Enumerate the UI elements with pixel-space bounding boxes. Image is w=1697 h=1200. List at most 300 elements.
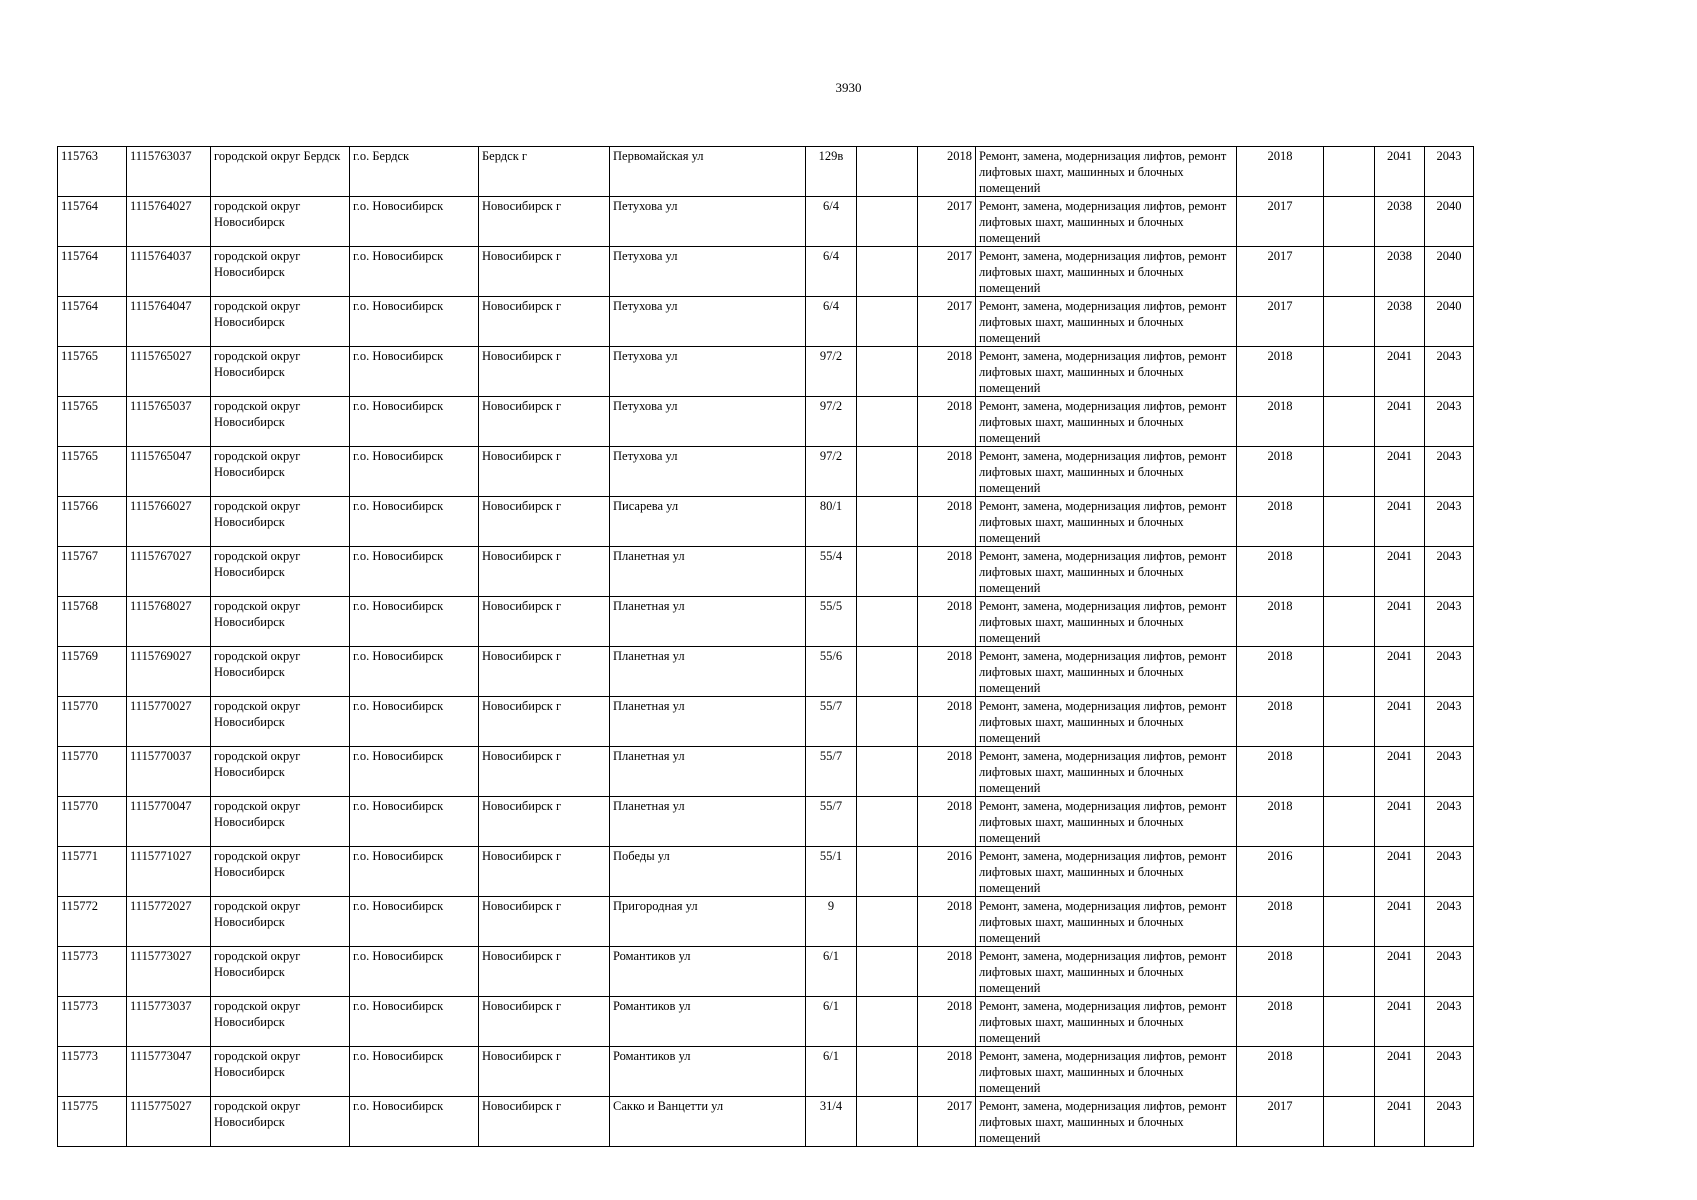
cell-year-to: 2043 [1425, 347, 1474, 397]
cell-locality: Новосибирск г [479, 347, 610, 397]
cell-year-built: 2018 [918, 497, 976, 547]
cell-work-type: Ремонт, замена, модернизация лифтов, ремонт лифтовых шахт, машинных и блочных помещений [976, 297, 1237, 347]
cell-municipality: г.о. Новосибирск [350, 797, 479, 847]
cell-year-built: 2018 [918, 747, 976, 797]
cell-year-work: 2017 [1237, 247, 1324, 297]
cell-street: Планетная ул [610, 647, 806, 697]
table-row [58, 897, 1474, 947]
cell-year-built: 2016 [918, 847, 976, 897]
cell-year-from: 2041 [1375, 697, 1425, 747]
cell-extra [857, 847, 918, 897]
cell-empty [1324, 997, 1375, 1047]
cell-year-from: 2041 [1375, 997, 1425, 1047]
cell-year-to: 2043 [1425, 1097, 1474, 1147]
cell-house: 9 [806, 897, 857, 947]
cell-house: 97/2 [806, 447, 857, 497]
cell-code: 1115769027 [127, 647, 211, 697]
cell-extra [857, 647, 918, 697]
cell-year-to: 2043 [1425, 497, 1474, 547]
cell-municipality: г.о. Новосибирск [350, 1047, 479, 1097]
cell-year-to: 2043 [1425, 947, 1474, 997]
cell-id: 115773 [58, 1047, 127, 1097]
cell-extra [857, 397, 918, 447]
cell-work-type: Ремонт, замена, модернизация лифтов, ремонт лифтовых шахт, машинных и блочных помещений [976, 547, 1237, 597]
cell-district: городской округ Новосибирск [211, 197, 350, 247]
cell-year-work: 2018 [1237, 947, 1324, 997]
cell-year-to: 2043 [1425, 447, 1474, 497]
cell-year-built: 2018 [918, 697, 976, 747]
cell-year-from: 2041 [1375, 647, 1425, 697]
cell-empty [1324, 897, 1375, 947]
cell-id: 115765 [58, 397, 127, 447]
cell-extra [857, 547, 918, 597]
cell-locality: Новосибирск г [479, 747, 610, 797]
cell-extra [857, 597, 918, 647]
cell-municipality: г.о. Новосибирск [350, 997, 479, 1047]
cell-street: Планетная ул [610, 597, 806, 647]
cell-locality: Новосибирск г [479, 597, 610, 647]
cell-empty [1324, 197, 1375, 247]
cell-year-work: 2018 [1237, 1047, 1324, 1097]
cell-year-from: 2041 [1375, 547, 1425, 597]
cell-house: 6/4 [806, 247, 857, 297]
cell-code: 1115775027 [127, 1097, 211, 1147]
cell-house: 55/7 [806, 697, 857, 747]
cell-municipality: г.о. Новосибирск [350, 847, 479, 897]
cell-empty [1324, 247, 1375, 297]
cell-year-work: 2018 [1237, 597, 1324, 647]
cell-id: 115770 [58, 697, 127, 747]
cell-work-type: Ремонт, замена, модернизация лифтов, ремонт лифтовых шахт, машинных и блочных помещений [976, 747, 1237, 797]
cell-year-from: 2038 [1375, 197, 1425, 247]
cell-street: Победы ул [610, 847, 806, 897]
cell-locality: Новосибирск г [479, 547, 610, 597]
cell-locality: Новосибирск г [479, 497, 610, 547]
cell-district: городской округ Новосибирск [211, 697, 350, 747]
cell-work-type: Ремонт, замена, модернизация лифтов, ремонт лифтовых шахт, машинных и блочных помещений [976, 797, 1237, 847]
cell-locality: Новосибирск г [479, 697, 610, 747]
cell-year-to: 2043 [1425, 397, 1474, 447]
cell-code: 1115770047 [127, 797, 211, 847]
cell-year-built: 2018 [918, 397, 976, 447]
cell-street: Петухова ул [610, 397, 806, 447]
cell-street: Петухова ул [610, 447, 806, 497]
cell-year-built: 2018 [918, 1047, 976, 1097]
cell-code: 1115764027 [127, 197, 211, 247]
cell-year-from: 2041 [1375, 397, 1425, 447]
cell-empty [1324, 347, 1375, 397]
cell-street: Планетная ул [610, 547, 806, 597]
cell-locality: Новосибирск г [479, 647, 610, 697]
cell-municipality: г.о. Новосибирск [350, 597, 479, 647]
cell-municipality: г.о. Новосибирск [350, 697, 479, 747]
cell-year-built: 2018 [918, 347, 976, 397]
cell-year-from: 2041 [1375, 897, 1425, 947]
cell-district: городской округ Новосибирск [211, 447, 350, 497]
cell-year-from: 2041 [1375, 497, 1425, 547]
cell-extra [857, 297, 918, 347]
cell-locality: Новосибирск г [479, 1097, 610, 1147]
cell-house: 31/4 [806, 1097, 857, 1147]
cell-empty [1324, 647, 1375, 697]
cell-street: Романтиков ул [610, 947, 806, 997]
cell-year-work: 2018 [1237, 797, 1324, 847]
cell-locality: Новосибирск г [479, 897, 610, 947]
cell-municipality: г.о. Новосибирск [350, 297, 479, 347]
cell-year-built: 2018 [918, 647, 976, 697]
cell-empty [1324, 847, 1375, 897]
table-row [58, 697, 1474, 747]
cell-id: 115765 [58, 347, 127, 397]
cell-year-work: 2017 [1237, 1097, 1324, 1147]
cell-street: Первомайская ул [610, 147, 806, 197]
cell-id: 115764 [58, 197, 127, 247]
cell-municipality: г.о. Новосибирск [350, 747, 479, 797]
cell-work-type: Ремонт, замена, модернизация лифтов, ремонт лифтовых шахт, машинных и блочных помещений [976, 847, 1237, 897]
cell-year-built: 2017 [918, 1097, 976, 1147]
cell-year-work: 2018 [1237, 897, 1324, 947]
cell-year-to: 2043 [1425, 697, 1474, 747]
cell-work-type: Ремонт, замена, модернизация лифтов, ремонт лифтовых шахт, машинных и блочных помещений [976, 197, 1237, 247]
cell-empty [1324, 497, 1375, 547]
cell-street: Планетная ул [610, 697, 806, 747]
cell-municipality: г.о. Новосибирск [350, 197, 479, 247]
cell-work-type: Ремонт, замена, модернизация лифтов, ремонт лифтовых шахт, машинных и блочных помещений [976, 947, 1237, 997]
table-row [58, 547, 1474, 597]
cell-district: городской округ Новосибирск [211, 997, 350, 1047]
cell-house: 97/2 [806, 397, 857, 447]
cell-extra [857, 247, 918, 297]
cell-year-work: 2017 [1237, 197, 1324, 247]
cell-year-from: 2038 [1375, 247, 1425, 297]
cell-extra [857, 797, 918, 847]
table-row [58, 347, 1474, 397]
cell-street: Романтиков ул [610, 997, 806, 1047]
cell-extra [857, 147, 918, 197]
cell-district: городской округ Новосибирск [211, 347, 350, 397]
cell-id: 115771 [58, 847, 127, 897]
cell-year-to: 2043 [1425, 747, 1474, 797]
cell-year-work: 2018 [1237, 347, 1324, 397]
cell-code: 1115773047 [127, 1047, 211, 1097]
table-row [58, 947, 1474, 997]
cell-street: Планетная ул [610, 747, 806, 797]
cell-municipality: г.о. Новосибирск [350, 347, 479, 397]
cell-locality: Новосибирск г [479, 397, 610, 447]
cell-municipality: г.о. Бердск [350, 147, 479, 197]
cell-year-from: 2041 [1375, 1047, 1425, 1097]
cell-year-built: 2018 [918, 897, 976, 947]
cell-id: 115767 [58, 547, 127, 597]
cell-year-from: 2041 [1375, 847, 1425, 897]
cell-work-type: Ремонт, замена, модернизация лифтов, ремонт лифтовых шахт, машинных и блочных помещений [976, 447, 1237, 497]
cell-empty [1324, 547, 1375, 597]
cell-empty [1324, 947, 1375, 997]
cell-street: Петухова ул [610, 197, 806, 247]
cell-year-from: 2041 [1375, 447, 1425, 497]
cell-year-to: 2043 [1425, 597, 1474, 647]
cell-locality: Новосибирск г [479, 797, 610, 847]
cell-year-built: 2018 [918, 447, 976, 497]
cell-municipality: г.о. Новосибирск [350, 897, 479, 947]
cell-year-to: 2043 [1425, 847, 1474, 897]
cell-extra [857, 947, 918, 997]
cell-year-from: 2041 [1375, 1097, 1425, 1147]
cell-district: городской округ Новосибирск [211, 797, 350, 847]
cell-work-type: Ремонт, замена, модернизация лифтов, ремонт лифтовых шахт, машинных и блочных помещений [976, 347, 1237, 397]
cell-year-built: 2018 [918, 547, 976, 597]
cell-year-work: 2018 [1237, 747, 1324, 797]
cell-year-built: 2018 [918, 997, 976, 1047]
table-row [58, 797, 1474, 847]
cell-year-work: 2018 [1237, 647, 1324, 697]
cell-year-to: 2040 [1425, 197, 1474, 247]
cell-year-work: 2018 [1237, 697, 1324, 747]
cell-id: 115764 [58, 247, 127, 297]
cell-id: 115769 [58, 647, 127, 697]
table-row [58, 747, 1474, 797]
cell-extra [857, 897, 918, 947]
cell-extra [857, 997, 918, 1047]
cell-year-built: 2017 [918, 247, 976, 297]
cell-extra [857, 697, 918, 747]
cell-work-type: Ремонт, замена, модернизация лифтов, ремонт лифтовых шахт, машинных и блочных помещений [976, 997, 1237, 1047]
cell-empty [1324, 597, 1375, 647]
cell-house: 55/1 [806, 847, 857, 897]
cell-work-type: Ремонт, замена, модернизация лифтов, ремонт лифтовых шахт, машинных и блочных помещений [976, 897, 1237, 947]
cell-house: 55/4 [806, 547, 857, 597]
table-row [58, 147, 1474, 197]
cell-empty [1324, 1047, 1375, 1097]
cell-locality: Бердск г [479, 147, 610, 197]
cell-district: городской округ Новосибирск [211, 947, 350, 997]
cell-year-to: 2043 [1425, 547, 1474, 597]
cell-empty [1324, 697, 1375, 747]
cell-code: 1115770027 [127, 697, 211, 747]
table-row [58, 597, 1474, 647]
cell-year-to: 2043 [1425, 147, 1474, 197]
table-row [58, 1097, 1474, 1147]
cell-year-to: 2040 [1425, 247, 1474, 297]
cell-district: городской округ Новосибирск [211, 647, 350, 697]
cell-work-type: Ремонт, замена, модернизация лифтов, ремонт лифтовых шахт, машинных и блочных помещений [976, 247, 1237, 297]
cell-municipality: г.о. Новосибирск [350, 447, 479, 497]
cell-code: 1115763037 [127, 147, 211, 197]
cell-house: 97/2 [806, 347, 857, 397]
cell-year-work: 2017 [1237, 297, 1324, 347]
cell-code: 1115765027 [127, 347, 211, 397]
page-number: 3930 [835, 80, 862, 95]
cell-work-type: Ремонт, замена, модернизация лифтов, ремонт лифтовых шахт, машинных и блочных помещений [976, 647, 1237, 697]
cell-locality: Новосибирск г [479, 447, 610, 497]
cell-street: Пригородная ул [610, 897, 806, 947]
cell-year-built: 2018 [918, 797, 976, 847]
cell-house: 55/6 [806, 647, 857, 697]
cell-house: 6/1 [806, 997, 857, 1047]
cell-municipality: г.о. Новосибирск [350, 647, 479, 697]
table-row [58, 247, 1474, 297]
cell-extra [857, 447, 918, 497]
cell-municipality: г.о. Новосибирск [350, 497, 479, 547]
cell-year-work: 2016 [1237, 847, 1324, 897]
cell-work-type: Ремонт, замена, модернизация лифтов, ремонт лифтовых шахт, машинных и блочных помещений [976, 147, 1237, 197]
cell-district: городской округ Новосибирск [211, 247, 350, 297]
cell-id: 115765 [58, 447, 127, 497]
cell-locality: Новосибирск г [479, 847, 610, 897]
cell-year-built: 2018 [918, 947, 976, 997]
cell-work-type: Ремонт, замена, модернизация лифтов, ремонт лифтовых шахт, машинных и блочных помещений [976, 397, 1237, 447]
cell-work-type: Ремонт, замена, модернизация лифтов, ремонт лифтовых шахт, машинных и блочных помещений [976, 497, 1237, 547]
cell-code: 1115772027 [127, 897, 211, 947]
table-row [58, 647, 1474, 697]
cell-year-from: 2041 [1375, 347, 1425, 397]
cell-locality: Новосибирск г [479, 197, 610, 247]
cell-code: 1115770037 [127, 747, 211, 797]
table-row [58, 297, 1474, 347]
cell-year-from: 2041 [1375, 147, 1425, 197]
cell-municipality: г.о. Новосибирск [350, 1097, 479, 1147]
cell-work-type: Ремонт, замена, модернизация лифтов, ремонт лифтовых шахт, машинных и блочных помещений [976, 697, 1237, 747]
cell-year-built: 2018 [918, 147, 976, 197]
cell-district: городской округ Новосибирск [211, 597, 350, 647]
cell-id: 115763 [58, 147, 127, 197]
cell-code: 1115764037 [127, 247, 211, 297]
cell-id: 115770 [58, 797, 127, 847]
cell-empty [1324, 797, 1375, 847]
cell-district: городской округ Новосибирск [211, 1097, 350, 1147]
cell-id: 115772 [58, 897, 127, 947]
cell-empty [1324, 447, 1375, 497]
cell-year-from: 2041 [1375, 747, 1425, 797]
cell-locality: Новосибирск г [479, 947, 610, 997]
cell-code: 1115764047 [127, 297, 211, 347]
cell-code: 1115766027 [127, 497, 211, 547]
cell-house: 129в [806, 147, 857, 197]
cell-locality: Новосибирск г [479, 297, 610, 347]
cell-district: городской округ Новосибирск [211, 897, 350, 947]
cell-district: городской округ Новосибирск [211, 847, 350, 897]
cell-id: 115768 [58, 597, 127, 647]
cell-year-built: 2018 [918, 597, 976, 647]
cell-year-to: 2043 [1425, 797, 1474, 847]
cell-code: 1115768027 [127, 597, 211, 647]
cell-work-type: Ремонт, замена, модернизация лифтов, ремонт лифтовых шахт, машинных и блочных помещений [976, 1047, 1237, 1097]
cell-code: 1115765047 [127, 447, 211, 497]
cell-street: Планетная ул [610, 797, 806, 847]
cell-empty [1324, 1097, 1375, 1147]
cell-locality: Новосибирск г [479, 1047, 610, 1097]
cell-code: 1115773027 [127, 947, 211, 997]
cell-street: Петухова ул [610, 297, 806, 347]
cell-id: 115766 [58, 497, 127, 547]
table-row [58, 197, 1474, 247]
cell-year-work: 2018 [1237, 397, 1324, 447]
cell-extra [857, 1097, 918, 1147]
cell-year-built: 2017 [918, 197, 976, 247]
cell-year-built: 2017 [918, 297, 976, 347]
cell-extra [857, 747, 918, 797]
cell-year-from: 2038 [1375, 297, 1425, 347]
cell-year-work: 2018 [1237, 147, 1324, 197]
registry-table [57, 146, 1474, 1147]
cell-year-work: 2018 [1237, 547, 1324, 597]
cell-year-to: 2043 [1425, 647, 1474, 697]
cell-id: 115773 [58, 947, 127, 997]
cell-extra [857, 347, 918, 397]
cell-house: 55/5 [806, 597, 857, 647]
cell-municipality: г.о. Новосибирск [350, 547, 479, 597]
cell-municipality: г.о. Новосибирск [350, 947, 479, 997]
table-row [58, 447, 1474, 497]
cell-id: 115773 [58, 997, 127, 1047]
cell-id: 115770 [58, 747, 127, 797]
cell-empty [1324, 747, 1375, 797]
cell-year-to: 2043 [1425, 897, 1474, 947]
cell-year-work: 2018 [1237, 447, 1324, 497]
cell-house: 80/1 [806, 497, 857, 547]
cell-id: 115775 [58, 1097, 127, 1147]
cell-house: 55/7 [806, 747, 857, 797]
cell-street: Петухова ул [610, 247, 806, 297]
cell-municipality: г.о. Новосибирск [350, 397, 479, 447]
cell-house: 55/7 [806, 797, 857, 847]
cell-empty [1324, 397, 1375, 447]
cell-year-work: 2018 [1237, 497, 1324, 547]
cell-id: 115764 [58, 297, 127, 347]
cell-code: 1115765037 [127, 397, 211, 447]
cell-year-to: 2043 [1425, 1047, 1474, 1097]
cell-municipality: г.о. Новосибирск [350, 247, 479, 297]
cell-locality: Новосибирск г [479, 247, 610, 297]
cell-district: городской округ Новосибирск [211, 747, 350, 797]
cell-empty [1324, 147, 1375, 197]
cell-empty [1324, 297, 1375, 347]
cell-extra [857, 1047, 918, 1097]
cell-district: городской округ Новосибирск [211, 1047, 350, 1097]
cell-district: городской округ Новосибирск [211, 497, 350, 547]
cell-house: 6/4 [806, 197, 857, 247]
table-body [58, 147, 1474, 1147]
cell-code: 1115767027 [127, 547, 211, 597]
cell-year-to: 2043 [1425, 997, 1474, 1047]
table-row [58, 497, 1474, 547]
table-row [58, 1047, 1474, 1097]
cell-house: 6/4 [806, 297, 857, 347]
cell-work-type: Ремонт, замена, модернизация лифтов, ремонт лифтовых шахт, машинных и блочных помещений [976, 1097, 1237, 1147]
cell-locality: Новосибирск г [479, 997, 610, 1047]
cell-year-from: 2041 [1375, 597, 1425, 647]
cell-house: 6/1 [806, 947, 857, 997]
cell-year-from: 2041 [1375, 797, 1425, 847]
cell-street: Петухова ул [610, 347, 806, 397]
cell-code: 1115771027 [127, 847, 211, 897]
cell-year-from: 2041 [1375, 947, 1425, 997]
cell-year-work: 2018 [1237, 997, 1324, 1047]
table-row [58, 847, 1474, 897]
cell-street: Романтиков ул [610, 1047, 806, 1097]
cell-district: городской округ Новосибирск [211, 397, 350, 447]
cell-street: Писарева ул [610, 497, 806, 547]
cell-district: городской округ Новосибирск [211, 547, 350, 597]
cell-extra [857, 197, 918, 247]
table-row [58, 997, 1474, 1047]
cell-work-type: Ремонт, замена, модернизация лифтов, ремонт лифтовых шахт, машинных и блочных помещений [976, 597, 1237, 647]
cell-year-to: 2040 [1425, 297, 1474, 347]
table-row [58, 397, 1474, 447]
cell-district: городской округ Бердск [211, 147, 350, 197]
cell-code: 1115773037 [127, 997, 211, 1047]
cell-extra [857, 497, 918, 547]
